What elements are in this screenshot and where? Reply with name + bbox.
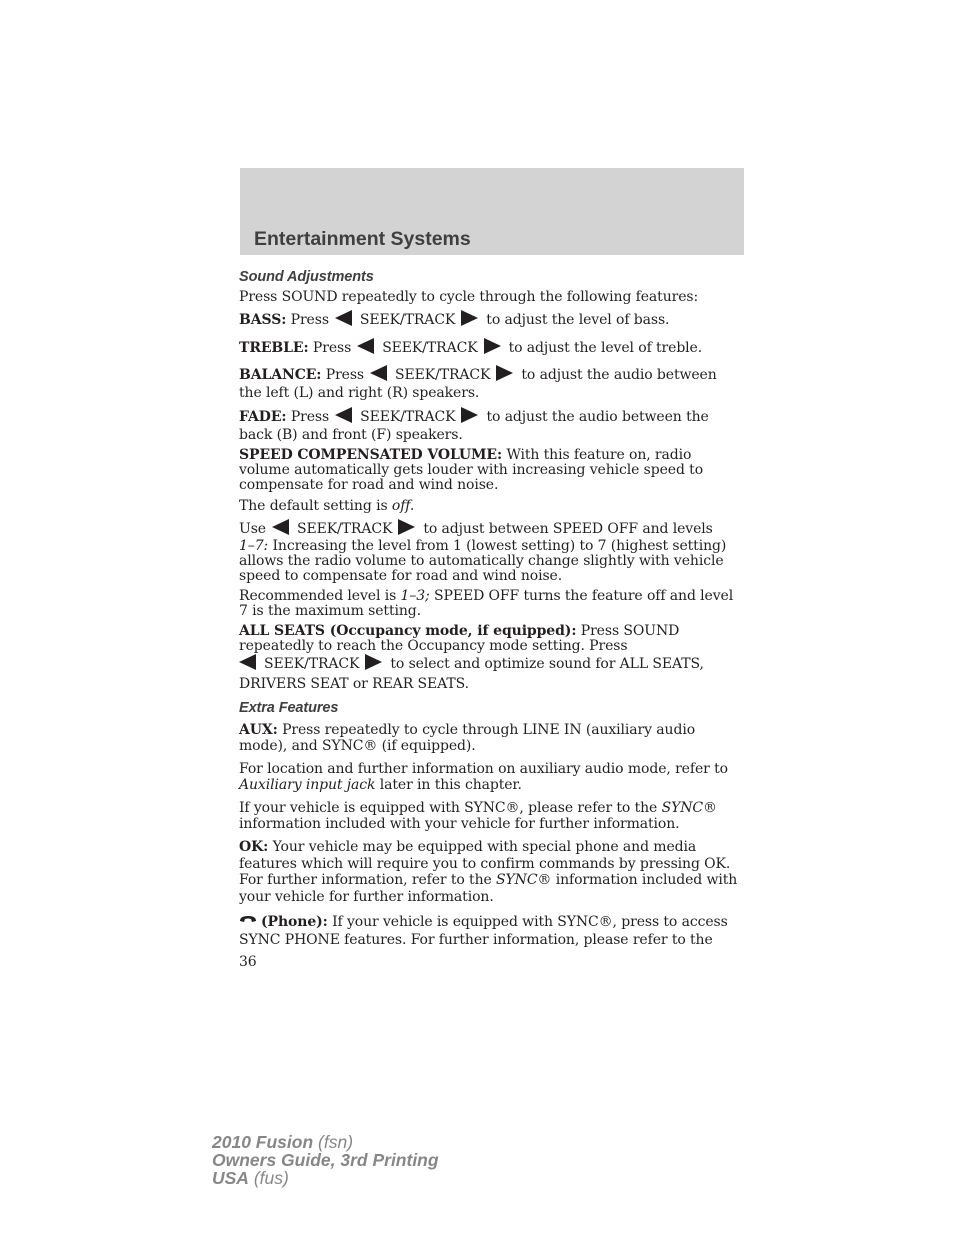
balance-paragraph <box>239 365 745 401</box>
footer-model-code: (fsn) <box>318 1132 354 1152</box>
levels-paragraph <box>239 519 745 584</box>
all-seats-label: ALL SEATS (Occupancy mode, if equipped): <box>239 623 577 639</box>
treble-press: Press <box>312 340 352 356</box>
extra-features-heading: Extra Features <box>239 700 339 716</box>
scv-label: SPEED COMPENSATED VOLUME: <box>239 447 503 463</box>
ok-text: Your vehicle may be equipped with special phone and media features which will require you to confirm commands by pressing OK. For further information, refer to the <box>239 839 731 888</box>
footer-market: USA <box>212 1168 249 1188</box>
seek-left-arrow-icon <box>357 338 374 354</box>
aux-label: AUX: <box>239 722 278 738</box>
seek-track-label: SEEK/TRACK <box>296 521 393 537</box>
fade-label: FADE: <box>239 409 287 425</box>
bass-press: Press <box>290 312 329 328</box>
ok-rest: information included with your vehicle for further information. <box>239 872 738 905</box>
seek-left-arrow-icon <box>370 365 387 381</box>
fade-text-line2: back (B) and front (F) speakers. <box>239 427 463 443</box>
section-header-band <box>240 168 744 255</box>
recommended-rest: SPEED OFF turns the feature off and level 7 is the maximum setting. <box>239 588 734 619</box>
seek-track-label: SEEK/TRACK <box>264 656 360 672</box>
footer-guide: Owners Guide, 3rd Printing <box>212 1150 439 1170</box>
recommended-value: 1–3; <box>400 588 430 604</box>
footer <box>212 1133 439 1187</box>
use-word: Use <box>239 521 266 537</box>
recommended-paragraph <box>239 589 745 619</box>
seek-right-arrow-icon <box>365 654 382 670</box>
treble-text: to adjust the level of treble. <box>508 340 703 356</box>
scv-text: With this feature on, radio volume automatically gets louder with increasing vehicle speed to compensate for road and wind noise. <box>239 447 704 493</box>
location-rest: later in this chapter. <box>379 777 522 793</box>
all-seats-text-line3: DRIVERS SEAT or REAR SEATS. <box>239 676 469 692</box>
aux-paragraph <box>239 722 745 754</box>
balance-press: Press <box>325 367 365 383</box>
all-seats-paragraph <box>239 624 745 694</box>
seek-track-label: SEEK/TRACK <box>395 367 491 383</box>
treble-label: TREBLE: <box>239 340 309 356</box>
balance-text: to adjust the audio between <box>521 367 717 383</box>
treble-paragraph <box>239 338 745 358</box>
seek-track-label: SEEK/TRACK <box>359 312 456 328</box>
all-seats-text: Press SOUND repeatedly to reach the Occupancy mode setting. Press <box>239 623 680 654</box>
phone-paragraph <box>239 912 745 949</box>
seek-right-arrow-icon <box>398 519 415 535</box>
aux-text: Press repeatedly to cycle through LINE IN (auxiliary audio mode), and SYNC® (if equipped). <box>239 722 696 754</box>
phone-icon <box>239 912 257 922</box>
default-setting-paragraph <box>239 498 745 514</box>
levels-italic: 1–7: <box>239 538 269 554</box>
page-number: 36 <box>239 954 257 970</box>
ok-paragraph <box>239 839 745 905</box>
ok-label: OK: <box>239 839 269 855</box>
levels-text: Increasing the level from 1 (lowest setting) to 7 (highest setting) allows the radio volume to automatically change slightly with vehicle speed to compensate for road and wind noise. <box>239 538 727 584</box>
auxiliary-input-jack-ref: Auxiliary input jack <box>239 777 376 793</box>
sync-text: If your vehicle is equipped with SYNC®, please refer to the <box>239 800 658 816</box>
speed-compensated-volume-paragraph <box>239 448 745 493</box>
all-seats-text-line2: to select and optimize sound for ALL SEATS, <box>390 656 704 672</box>
footer-model: 2010 Fusion <box>212 1132 314 1152</box>
seek-left-arrow-icon <box>335 310 352 326</box>
ok-sync-ref: SYNC® <box>496 872 552 888</box>
default-value: off. <box>391 498 415 514</box>
fade-press: Press <box>290 409 330 425</box>
seek-right-arrow-icon <box>461 310 478 326</box>
phone-text: If your vehicle is equipped with SYNC®, press to access SYNC PHONE features. For further information, please refer to the <box>239 914 728 948</box>
balance-text-line2: the left (L) and right (R) speakers. <box>239 385 480 401</box>
sync-ref: SYNC® <box>661 800 717 816</box>
bass-label: BASS: <box>239 312 287 328</box>
balance-label: BALANCE: <box>239 367 322 383</box>
fade-paragraph <box>239 407 745 443</box>
sync-rest: information included with your vehicle for further information. <box>239 816 680 832</box>
footer-market-code: (fus) <box>253 1168 289 1188</box>
section-title: Entertainment Systems <box>254 228 471 250</box>
fade-text: to adjust the audio between the <box>486 409 709 425</box>
page-content <box>239 266 745 970</box>
seek-left-arrow-icon <box>272 519 289 535</box>
use-text: to adjust between SPEED OFF and levels <box>423 521 713 537</box>
seek-right-arrow-icon <box>461 407 478 423</box>
phone-label: (Phone): <box>261 914 328 930</box>
seek-track-label: SEEK/TRACK <box>382 340 478 356</box>
sound-adjustments-heading: Sound Adjustments <box>239 269 374 285</box>
default-text: The default setting is <box>239 498 388 514</box>
seek-right-arrow-icon <box>496 365 513 381</box>
seek-track-label: SEEK/TRACK <box>360 409 456 425</box>
seek-left-arrow-icon <box>239 654 256 670</box>
aux-location-paragraph <box>239 761 745 793</box>
bass-paragraph <box>239 310 745 330</box>
sound-intro: Press SOUND repeatedly to cycle through the following features: <box>239 289 699 305</box>
sync-paragraph <box>239 800 745 832</box>
recommended-text: Recommended level is <box>239 588 397 604</box>
bass-text: to adjust the level of bass. <box>486 312 670 328</box>
seek-right-arrow-icon <box>484 338 501 354</box>
location-text: For location and further information on auxiliary audio mode, refer to <box>239 761 728 777</box>
seek-left-arrow-icon <box>335 407 352 423</box>
